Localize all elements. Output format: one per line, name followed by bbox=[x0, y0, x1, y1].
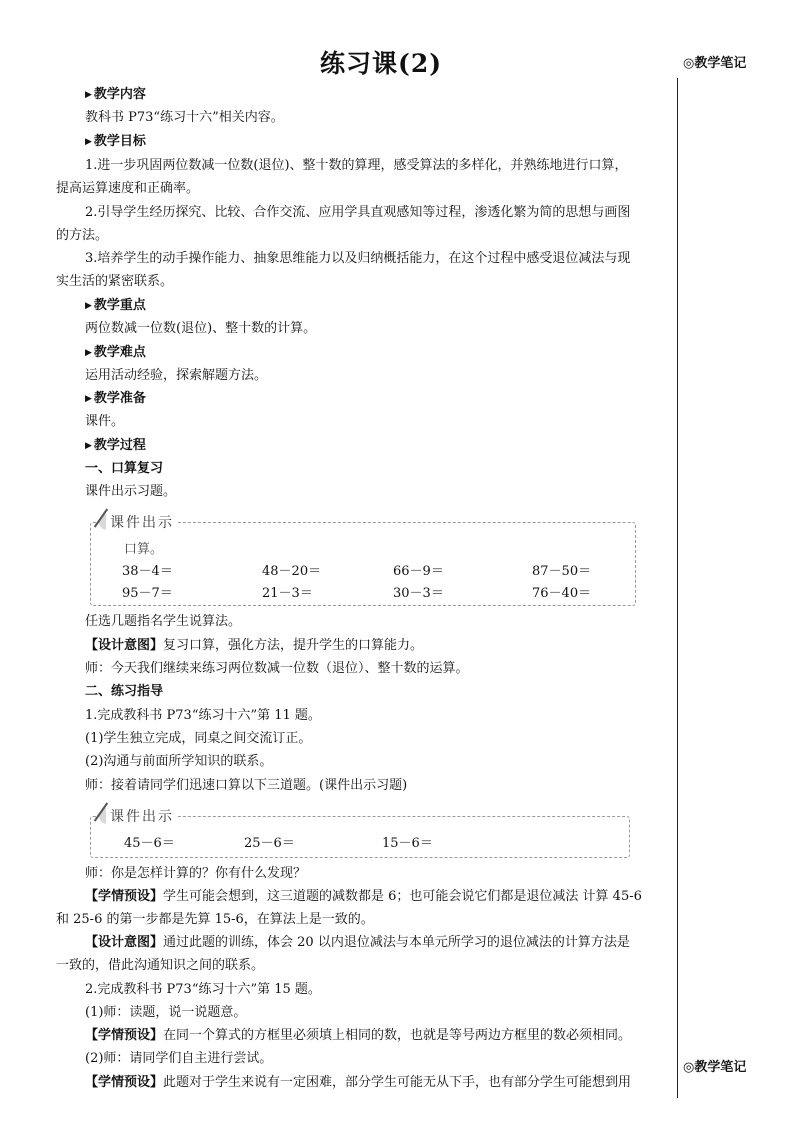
item-1-2: (2)沟通与前面所学知识的联系。 bbox=[85, 754, 273, 769]
item-2: 2.完成教科书 P73“练习十六”第 15 题。 bbox=[85, 982, 321, 997]
triangle-bullet-icon: ▶ bbox=[85, 301, 92, 311]
item-2-2: (2)师：请同学们自主进行尝试。 bbox=[85, 1051, 273, 1066]
equation: 95－7＝ bbox=[122, 586, 173, 601]
notes-label-bottom: ◎教学笔记 bbox=[683, 1060, 747, 1075]
equation: 48－20＝ bbox=[262, 564, 322, 579]
goal-1-line-1: 1.进一步巩固两位数减一位数(退位)、整十数的算理，感受算法的多样化，并熟练地进行口算， bbox=[85, 158, 628, 173]
content-heading: ▶ 教学内容 bbox=[85, 87, 146, 102]
design-intent-2-line-2: 一致的，借此沟通知识之间的联系。 bbox=[56, 958, 265, 973]
courseware-label-1: 课件出示 bbox=[106, 512, 178, 532]
part-2-heading: 二、练习指导 bbox=[85, 684, 164, 699]
content-text: 教科书 P73“练习十六”相关内容。 bbox=[85, 110, 284, 125]
item-1: 1.完成教科书 P73“练习十六”第 11 题。 bbox=[85, 708, 321, 723]
equation: 38－4＝ bbox=[122, 564, 173, 579]
key-text: 两位数减一位数(退位)、整十数的计算。 bbox=[85, 321, 317, 336]
teacher-line-3: 师：你是怎样计算的？你有什么发现？ bbox=[85, 866, 307, 881]
preset-2: 【学情预设】在同一个算式的方框里必须填上相同的数，也就是等号两边方框里的数必须相同。 bbox=[85, 1028, 632, 1043]
pick-question-text: 任选几题指名学生说算法。 bbox=[85, 614, 242, 629]
process-heading: ▶ 教学过程 bbox=[85, 438, 146, 453]
design-intent-2-line-1: 【设计意图】通过此题的训练，体会 20 以内退位减法与本单元所学习的退位减法的计算方法是 bbox=[85, 935, 630, 950]
triangle-bullet-icon: ▶ bbox=[85, 90, 92, 100]
equation: 30－3＝ bbox=[393, 586, 444, 601]
equation: 76－40＝ bbox=[532, 586, 592, 601]
preset-3: 【学情预设】此题对于学生来说有一定困难，部分学生可能无从下手，也有部分学生可能想到用 bbox=[85, 1075, 632, 1090]
equation: 45－6＝ bbox=[124, 836, 175, 851]
key-heading: ▶ 教学重点 bbox=[85, 298, 146, 313]
part-1-text: 课件出示习题。 bbox=[85, 484, 177, 499]
oral-calc-subtitle: 口算。 bbox=[124, 542, 164, 557]
goal-3-line-1: 3.培养学生的动手操作能力、抽象思维能力以及归纳概括能力，在这个过程中感受退位减法与现 bbox=[85, 251, 631, 266]
triangle-bullet-icon: ▶ bbox=[85, 348, 92, 358]
preset-1-line-1: 【学情预设】学生可能会想到，这三道题的减数都是 6；也可能会说它们都是退位减法 计算 45-6 bbox=[85, 889, 642, 904]
equation: 66－9＝ bbox=[393, 564, 444, 579]
design-intent-1: 【设计意图】复习口算，强化方法，提升学生的口算能力。 bbox=[85, 638, 424, 653]
item-2-1: (1)师：读题，说一说题意。 bbox=[85, 1005, 247, 1020]
triangle-bullet-icon: ▶ bbox=[85, 137, 92, 147]
equation: 25－6＝ bbox=[244, 836, 295, 851]
equation: 21－3＝ bbox=[262, 586, 313, 601]
courseware-label-2: 课件出示 bbox=[106, 806, 178, 826]
teacher-line-1: 师：今天我们继续来练习两位数减一位数（退位）、整十数的运算。 bbox=[85, 661, 469, 676]
goal-1-line-2: 提高运算速度和正确率。 bbox=[56, 181, 200, 196]
goal-3-line-2: 实生活的紧密联系。 bbox=[56, 274, 174, 289]
goal-2-line-1: 2.引导学生经历探究、比较、合作交流、应用学具直观感知等过程，渗透化繁为简的思想与画图 bbox=[85, 205, 631, 220]
goals-heading: ▶ 教学目标 bbox=[85, 134, 146, 149]
difficulty-heading: ▶ 教学难点 bbox=[85, 345, 146, 360]
notes-divider bbox=[677, 78, 678, 1098]
teacher-line-2: 师：接着请同学们迅速口算以下三道题。(课件出示习题) bbox=[85, 778, 408, 793]
triangle-bullet-icon: ▶ bbox=[85, 441, 92, 451]
difficulty-text: 运用活动经验，探索解题方法。 bbox=[85, 368, 268, 383]
part-1-heading: 一、口算复习 bbox=[85, 461, 164, 476]
prep-text: 课件。 bbox=[85, 414, 125, 429]
item-1-1: (1)学生独立完成，同桌之间交流订正。 bbox=[85, 731, 312, 746]
page-title: 练习课(2) bbox=[320, 49, 443, 78]
equation: 15－6＝ bbox=[382, 836, 433, 851]
triangle-bullet-icon: ▶ bbox=[85, 394, 92, 404]
notes-label-top: ◎教学笔记 bbox=[683, 56, 747, 71]
prep-heading: ▶ 教学准备 bbox=[85, 391, 146, 406]
equation: 87－50＝ bbox=[532, 564, 592, 579]
preset-1-line-2: 和 25-6 的第一步都是先算 15-6，在算法上是一致的。 bbox=[56, 912, 374, 927]
goal-2-line-2: 的方法。 bbox=[56, 228, 109, 243]
